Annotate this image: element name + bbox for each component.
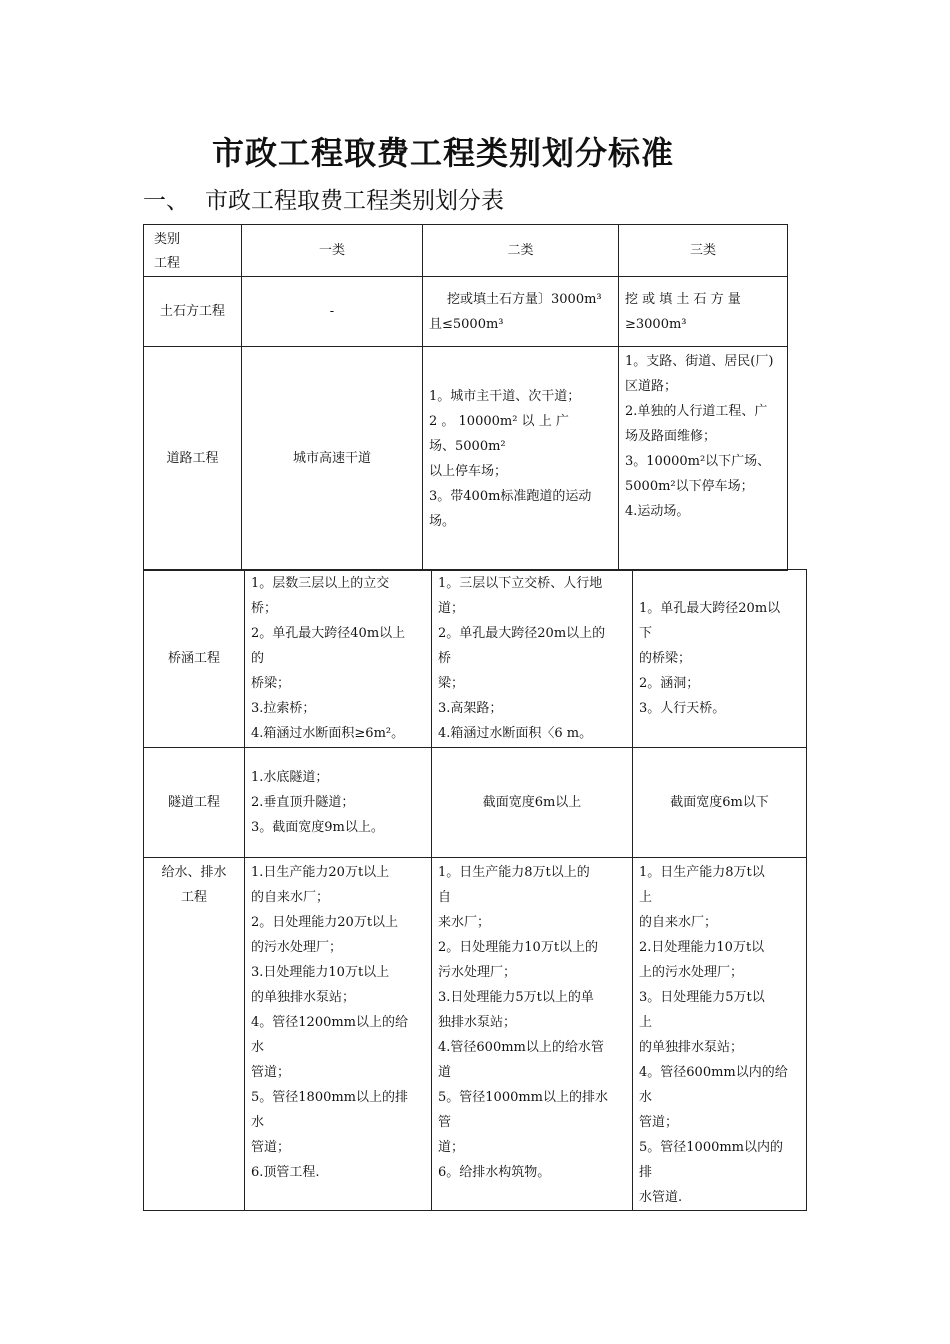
cell-line: 管道； [251,1065,291,1080]
section-number: 一、 [143,188,189,214]
cell-line: 水 [639,1090,653,1105]
cell-line: 1。日生产能力8万t以上的 [438,865,590,880]
cell-line: 道 [438,1065,452,1080]
category-table-part-a [143,224,788,571]
cell-line: 2.日处理能力10万t以 [639,940,765,955]
cell-class-1 [245,748,432,858]
table-row-earthwork [144,277,788,347]
cell-line: 桥梁； [251,676,291,691]
cell-line: 污水处理厂； [438,965,517,980]
cell-class-3: 截面宽度6m以下 [633,748,807,858]
cell-line: 的 [251,651,265,666]
header-row [144,225,788,277]
cell-line: 的污水处理厂； [251,940,343,955]
table-row-water [144,858,807,1211]
cell-line: 挖 或 填 土 石 方 量 [625,291,741,307]
cell-line: 4。管径1200mm以上的给 [251,1015,409,1030]
cell-line: 1。支路、街道、居民(厂) [625,354,774,369]
cell-line: 以上停车场； [429,463,508,479]
cell-class-1: - [242,277,423,347]
cell-line: 3.拉索桥； [251,701,316,716]
cell-class-2 [423,347,619,571]
cell-line: 独排水泵站； [438,1015,517,1030]
cell-line: 2 。 10000m² 以 上 广 [429,413,569,429]
table-row-bridge [144,570,807,748]
row-name-line: 给水、排水 [161,865,227,880]
cell-line: 的单独排水泵站； [639,1040,744,1055]
corner-cell [144,225,242,277]
cell-line: 上的污水处理厂； [639,965,744,980]
cell-line: 6。给排水构筑物。 [438,1165,551,1180]
cell-line: 1。城市主干道、次干道； [429,388,581,404]
section-title: 市政工程取费工程类别划分表 [205,188,504,214]
cell-line: 上 [639,1015,653,1030]
cell-line: 管 [438,1115,452,1130]
cell-line: 的自来水厂； [639,915,718,930]
cell-line: 1.日生产能力20万t以上 [251,865,390,880]
cell-class-1: 城市高速干道 [242,347,423,571]
page-title: 市政工程取费工程类别划分标准 [211,134,674,172]
cell-class-3 [619,277,788,347]
cell-line: 3.日处理能力5万t以上的单 [438,990,594,1005]
cell-line: 水 [251,1040,265,1055]
cell-line: 4.箱涵过水断面积〈6 m。 [438,726,593,741]
cell-line: 3。日处理能力5万t以 [639,990,765,1005]
cell-class-1 [245,858,432,1211]
table-row-road [144,347,788,571]
cell-line: 2.单独的人行道工程、广 [625,404,768,419]
cell-line: 2。日处理能力10万t以上的 [438,940,599,955]
cell-line: 3。带400m标准跑道的运动 [429,488,592,504]
cell-line: 5000m²以下停车场； [625,479,754,494]
cell-line: 的单独排水泵站； [251,990,356,1005]
row-name [144,858,245,1211]
cell-line: 来水厂； [438,915,491,930]
cell-line: 1。层数三层以上的立交 [251,576,390,591]
cell-line: 的自来水厂； [251,890,330,905]
cell-line: 桥 [438,651,452,666]
row-name: 桥涵工程 [144,570,245,748]
cell-line: 自 [438,890,452,905]
cell-line: 区道路； [625,379,678,394]
cell-line: 场、5000m² [429,438,506,454]
cell-line: 1。日生产能力8万t以 [639,865,765,880]
cell-line: 上 [639,890,653,905]
cell-class-2 [432,858,633,1211]
cell-line: 2.垂直顶升隧道； [251,795,355,810]
cell-line: 4.箱涵过水断面积≥6m²。 [251,726,405,741]
row-name-line: 工程 [180,890,207,905]
cell-line: 道； [438,601,465,616]
cell-line: 3.高架路； [438,701,503,716]
table-row-tunnel [144,748,807,858]
cell-line: 3.日处理能力10万t以上 [251,965,390,980]
cell-line: 梁； [438,676,465,691]
cell-line: 3。人行天桥。 [639,701,726,716]
cell-line: 下 [639,626,653,641]
cell-line: 管道； [639,1115,679,1130]
cell-line: 水 [251,1115,265,1130]
cell-line: 桥； [251,601,278,616]
cell-class-2 [432,570,633,748]
corner-bottom-label: 工程 [154,256,181,271]
cell-line: 3。10000m²以下广场、 [625,454,771,469]
cell-class-3 [633,858,807,1211]
cell-line: 5。管径1800mm以上的排 [251,1090,409,1105]
cell-class-3 [633,570,807,748]
row-name: 隧道工程 [144,748,245,858]
cell-line: 2。涵洞； [639,676,700,691]
header-class-2: 二类 [423,225,619,277]
row-name: 土石方工程 [144,277,242,347]
cell-line: 挖或填土石方量〕3000m³ [447,291,602,307]
cell-line: 5。管径1000mm以上的排水 [438,1090,609,1105]
cell-line: 4.运动场。 [625,504,690,519]
cell-line: 4.管径600mm以上的给水管 [438,1040,604,1055]
cell-line: 2。单孔最大跨径40m以上 [251,626,406,641]
cell-line: 的桥梁； [639,651,692,666]
cell-line: ≥3000m³ [625,316,687,332]
row-name: 道路工程 [144,347,242,571]
corner-top-label: 类别 [154,232,181,247]
cell-line: 水管道. [639,1190,683,1205]
cell-class-2 [423,277,619,347]
cell-class-3 [619,347,788,571]
cell-line: 3。截面宽度9m以上。 [251,820,384,835]
cell-class-2: 截面宽度6m以上 [432,748,633,858]
cell-class-1 [245,570,432,748]
section-heading [143,182,504,215]
header-class-3: 三类 [619,225,788,277]
cell-line: 2。单孔最大跨径20m以上的 [438,626,606,641]
cell-line: 道； [438,1140,465,1155]
category-table-part-b [143,569,807,1211]
cell-line: 管道； [251,1140,291,1155]
cell-line: 4。管径600mm以内的给 [639,1065,788,1080]
cell-line: 1。三层以下立交桥、人行地 [438,576,603,591]
cell-line: 6.顶管工程. [251,1165,320,1180]
cell-line: 场。 [429,513,456,529]
cell-line: 场及路面维修； [625,429,717,444]
cell-line: 排 [639,1165,653,1180]
cell-line: 且≤5000m³ [429,316,504,332]
cell-line: 1。单孔最大跨径20m以 [639,601,781,616]
header-class-1: 一类 [242,225,423,277]
cell-line: 2。日处理能力20万t以上 [251,915,399,930]
cell-line: 5。管径1000mm以内的 [639,1140,784,1155]
cell-line: 1.水底隧道； [251,770,329,785]
